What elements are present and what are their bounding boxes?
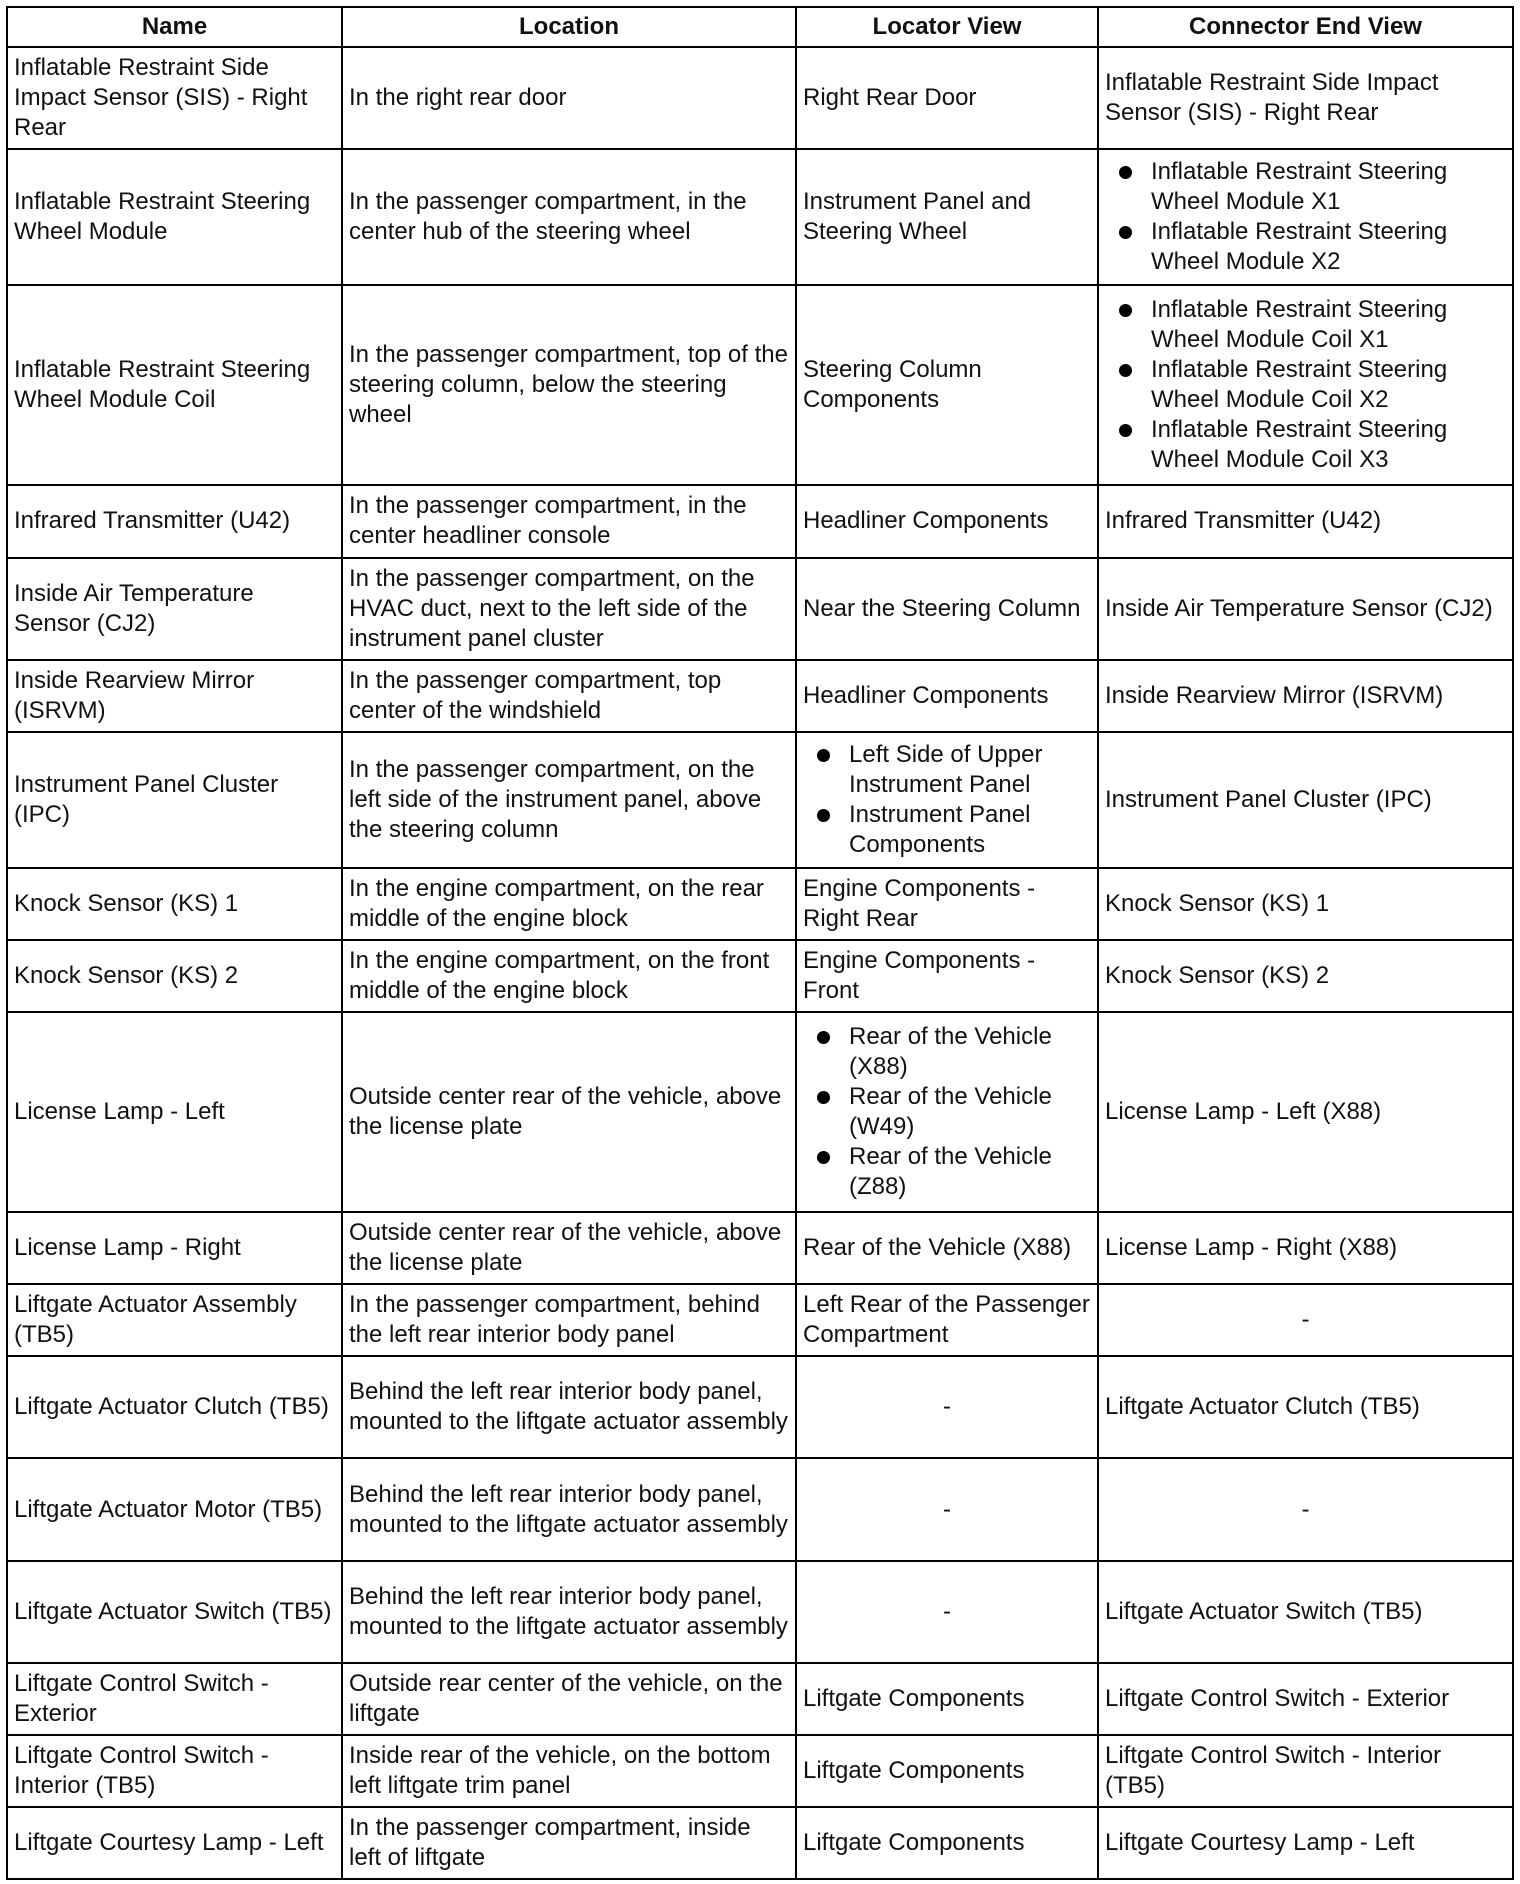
cell-name: Liftgate Control Switch - Interior (TB5): [7, 1735, 342, 1807]
header-name: Name: [7, 7, 342, 47]
cell-name: Liftgate Courtesy Lamp - Left: [7, 1807, 342, 1879]
table-row: [7, 149, 1513, 285]
table-row: [7, 1012, 1513, 1212]
cell-locator-view: [796, 732, 1098, 868]
table-row: [7, 485, 1513, 557]
cell-name: Inside Rearview Mirror (ISRVM): [7, 660, 342, 732]
cell-name: Liftgate Control Switch - Exterior: [7, 1663, 342, 1735]
header-locator-view: Locator View: [796, 7, 1098, 47]
cell-connector-end-view: Liftgate Courtesy Lamp - Left: [1098, 1807, 1513, 1879]
table-row: [7, 940, 1513, 1012]
cell-location: In the passenger compartment, behind the left rear interior body panel: [342, 1284, 796, 1356]
cell-location: Inside rear of the vehicle, on the bottom left liftgate trim panel: [342, 1735, 796, 1807]
cell-location: Behind the left rear interior body panel, mounted to the liftgate actuator assembly: [342, 1356, 796, 1458]
cell-connector-end-view: [1098, 149, 1513, 285]
cell-locator-view: -: [796, 1561, 1098, 1663]
table-row: [7, 1356, 1513, 1458]
cell-connector-end-view: Liftgate Actuator Switch (TB5): [1098, 1561, 1513, 1663]
cell-locator-view: Engine Components - Front: [796, 940, 1098, 1012]
table-row: [7, 1807, 1513, 1879]
cell-location: In the passenger compartment, in the center headliner console: [342, 485, 796, 557]
cell-name: License Lamp - Right: [7, 1212, 342, 1284]
table-row: [7, 868, 1513, 940]
table-row: [7, 1212, 1513, 1284]
locator-list: [803, 740, 1091, 860]
cell-location: Behind the left rear interior body panel, mounted to the liftgate actuator assembly: [342, 1458, 796, 1560]
cell-connector-end-view: Instrument Panel Cluster (IPC): [1098, 732, 1513, 868]
cell-location: In the right rear door: [342, 47, 796, 149]
header-location: Location: [342, 7, 796, 47]
cell-locator-view: [796, 1012, 1098, 1212]
table-row: [7, 558, 1513, 660]
cell-connector-end-view: Inside Rearview Mirror (ISRVM): [1098, 660, 1513, 732]
connector-list-item: Inflatable Restraint Steering Wheel Module X1: [1151, 157, 1506, 217]
table-row: [7, 47, 1513, 149]
locator-list-item: Left Side of Upper Instrument Panel: [849, 740, 1091, 800]
table-row: [7, 660, 1513, 732]
header-connector-end-view: Connector End View: [1098, 7, 1513, 47]
cell-location: In the passenger compartment, top of the steering column, below the steering wheel: [342, 285, 796, 485]
cell-connector-end-view: Infrared Transmitter (U42): [1098, 485, 1513, 557]
cell-name: Liftgate Actuator Assembly (TB5): [7, 1284, 342, 1356]
cell-location: In the engine compartment, on the front middle of the engine block: [342, 940, 796, 1012]
cell-location: Outside center rear of the vehicle, above the license plate: [342, 1012, 796, 1212]
cell-locator-view: Left Rear of the Passenger Compartment: [796, 1284, 1098, 1356]
cell-locator-view: Liftgate Components: [796, 1807, 1098, 1879]
cell-name: Knock Sensor (KS) 1: [7, 868, 342, 940]
cell-locator-view: Headliner Components: [796, 485, 1098, 557]
cell-connector-end-view: License Lamp - Left (X88): [1098, 1012, 1513, 1212]
cell-name: Instrument Panel Cluster (IPC): [7, 732, 342, 868]
connector-list: [1105, 157, 1506, 277]
cell-connector-end-view: Liftgate Actuator Clutch (TB5): [1098, 1356, 1513, 1458]
locator-list-item: Instrument Panel Components: [849, 800, 1091, 860]
connector-list-item: Inflatable Restraint Steering Wheel Module Coil X3: [1151, 415, 1506, 475]
cell-connector-end-view: Inside Air Temperature Sensor (CJ2): [1098, 558, 1513, 660]
cell-location: Outside center rear of the vehicle, above the license plate: [342, 1212, 796, 1284]
cell-locator-view: Instrument Panel and Steering Wheel: [796, 149, 1098, 285]
connector-list-item: Inflatable Restraint Steering Wheel Module Coil X1: [1151, 295, 1506, 355]
locator-list: [803, 1022, 1091, 1202]
table-row: [7, 1663, 1513, 1735]
cell-name: Infrared Transmitter (U42): [7, 485, 342, 557]
cell-name: Inside Air Temperature Sensor (CJ2): [7, 558, 342, 660]
table-row: [7, 1561, 1513, 1663]
connector-list-item: Inflatable Restraint Steering Wheel Module Coil X2: [1151, 355, 1506, 415]
cell-name: Knock Sensor (KS) 2: [7, 940, 342, 1012]
component-locator-table: [6, 6, 1514, 1880]
cell-connector-end-view: Inflatable Restraint Side Impact Sensor (SIS) - Right Rear: [1098, 47, 1513, 149]
cell-locator-view: Liftgate Components: [796, 1663, 1098, 1735]
cell-connector-end-view: -: [1098, 1284, 1513, 1356]
cell-connector-end-view: -: [1098, 1458, 1513, 1560]
cell-connector-end-view: Liftgate Control Switch - Interior (TB5): [1098, 1735, 1513, 1807]
table-row: [7, 732, 1513, 868]
cell-location: Outside rear center of the vehicle, on the liftgate: [342, 1663, 796, 1735]
cell-location: Behind the left rear interior body panel, mounted to the liftgate actuator assembly: [342, 1561, 796, 1663]
cell-locator-view: Liftgate Components: [796, 1735, 1098, 1807]
table-row: [7, 1458, 1513, 1560]
cell-name: Liftgate Actuator Motor (TB5): [7, 1458, 342, 1560]
cell-locator-view: Rear of the Vehicle (X88): [796, 1212, 1098, 1284]
cell-locator-view: Engine Components - Right Rear: [796, 868, 1098, 940]
cell-name: Inflatable Restraint Steering Wheel Module: [7, 149, 342, 285]
cell-locator-view: Steering Column Components: [796, 285, 1098, 485]
locator-list-item: Rear of the Vehicle (X88): [849, 1022, 1091, 1082]
connector-list: [1105, 295, 1506, 475]
cell-location: In the passenger compartment, top center of the windshield: [342, 660, 796, 732]
cell-name: Inflatable Restraint Side Impact Sensor (SIS) - Right Rear: [7, 47, 342, 149]
cell-location: In the passenger compartment, in the center hub of the steering wheel: [342, 149, 796, 285]
cell-locator-view: Near the Steering Column: [796, 558, 1098, 660]
cell-location: In the passenger compartment, on the HVAC duct, next to the left side of the instrument panel cluster: [342, 558, 796, 660]
cell-name: License Lamp - Left: [7, 1012, 342, 1212]
cell-name: Inflatable Restraint Steering Wheel Module Coil: [7, 285, 342, 485]
cell-locator-view: Headliner Components: [796, 660, 1098, 732]
cell-locator-view: -: [796, 1356, 1098, 1458]
cell-connector-end-view: Knock Sensor (KS) 1: [1098, 868, 1513, 940]
cell-connector-end-view: [1098, 285, 1513, 485]
cell-locator-view: -: [796, 1458, 1098, 1560]
cell-location: In the engine compartment, on the rear middle of the engine block: [342, 868, 796, 940]
locator-list-item: Rear of the Vehicle (Z88): [849, 1142, 1091, 1202]
table-row: [7, 1284, 1513, 1356]
cell-connector-end-view: License Lamp - Right (X88): [1098, 1212, 1513, 1284]
table-row: [7, 1735, 1513, 1807]
cell-location: In the passenger compartment, on the left side of the instrument panel, above the steering column: [342, 732, 796, 868]
header-row: [7, 7, 1513, 47]
cell-location: In the passenger compartment, inside left of liftgate: [342, 1807, 796, 1879]
cell-name: Liftgate Actuator Switch (TB5): [7, 1561, 342, 1663]
cell-connector-end-view: Liftgate Control Switch - Exterior: [1098, 1663, 1513, 1735]
cell-locator-view: Right Rear Door: [796, 47, 1098, 149]
cell-connector-end-view: Knock Sensor (KS) 2: [1098, 940, 1513, 1012]
locator-list-item: Rear of the Vehicle (W49): [849, 1082, 1091, 1142]
cell-name: Liftgate Actuator Clutch (TB5): [7, 1356, 342, 1458]
table-row: [7, 285, 1513, 485]
connector-list-item: Inflatable Restraint Steering Wheel Module X2: [1151, 217, 1506, 277]
